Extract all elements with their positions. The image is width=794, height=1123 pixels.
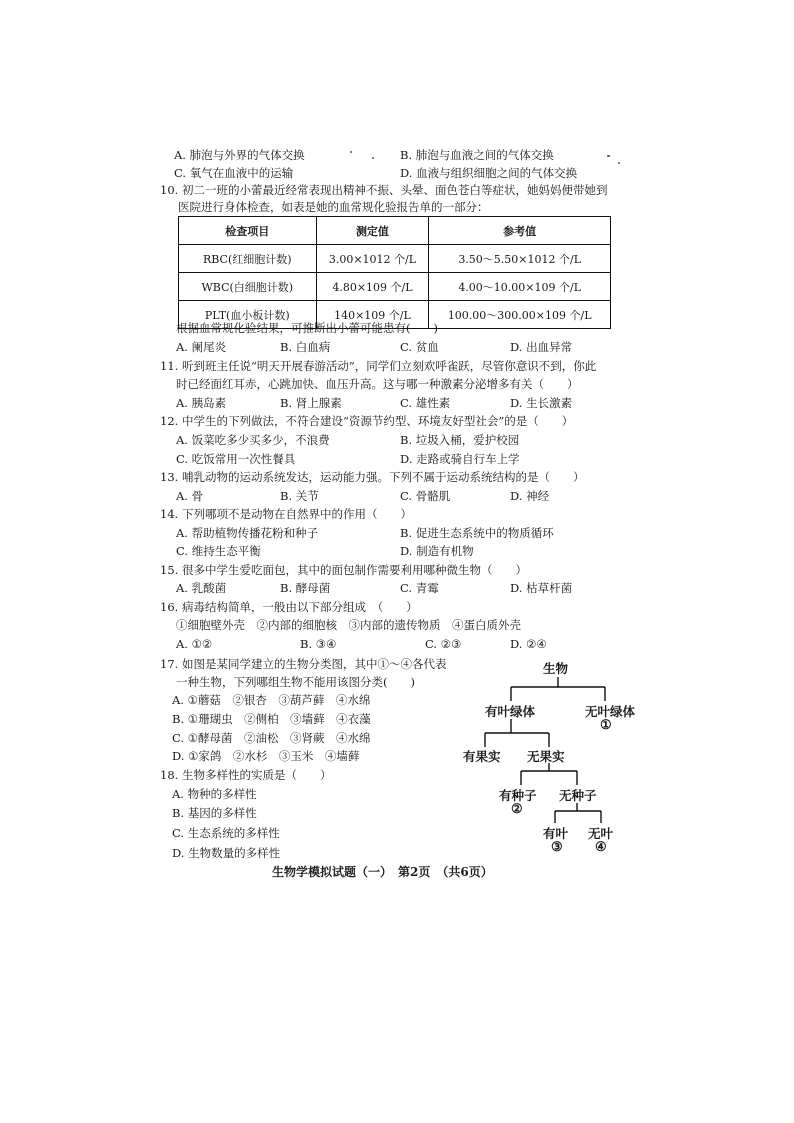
q10-stem-line2: 医院进行身体检查，如表是她的血常规化验报告单的一部分：	[178, 200, 489, 214]
tree-label-3: ③	[551, 840, 563, 855]
table-header: 检查项目	[179, 217, 317, 245]
tree-node-leaf: 有叶	[543, 826, 569, 841]
q17-option-d: D. ①家鸽 ②水杉 ③玉米 ④墙藓	[172, 749, 360, 763]
q18-option-a: A. 物种的多样性	[172, 787, 257, 801]
q17-stem-line2: 一种生物，下列哪组生物不能用该图分类( )	[176, 675, 415, 689]
tree-label-2: ②	[511, 802, 523, 817]
q10-option-d: D. 出血异常	[510, 340, 573, 354]
scan-speck	[372, 157, 374, 159]
classification-tree	[455, 655, 655, 865]
tree-node-fruit: 有果实	[463, 749, 501, 764]
q18-option-c: C. 生态系统的多样性	[172, 826, 280, 840]
scan-speck	[607, 155, 610, 157]
tree-node-no-leaf: 无叶	[588, 826, 614, 841]
q14-option-a: A. 帮助植物传播花粉和种子	[176, 526, 319, 540]
q12-option-d: D. 走路或骑自行车上学	[400, 452, 520, 466]
q10-after-table: 根据血常规化验结果，可推断出小蕾可能患有( )	[176, 321, 438, 335]
q11-option-c: C. 雄性素	[400, 396, 451, 410]
q13-option-a: A. 骨	[176, 489, 204, 503]
q9-option-d: D. 血液与组织细胞之间的气体交换	[400, 166, 578, 180]
tree-node-no-seed: 无种子	[559, 788, 597, 803]
q14-option-d: D. 制造有机物	[400, 544, 474, 558]
q14-option-c: C. 维持生态平衡	[176, 544, 261, 558]
q13-option-b: B. 关节	[280, 489, 319, 503]
table-row	[179, 245, 611, 273]
q10-stem-line1: 10. 初二一班的小蕾最近经常表现出精神不振、头晕、面色苍白等症状，她妈妈便带她到	[160, 183, 608, 197]
q16-parts: ①细胞壁外壳 ②内部的细胞核 ③内部的遗传物质 ④蛋白质外壳	[176, 618, 521, 632]
table-cell: 3.50～5.50×1012 个/L	[429, 245, 611, 273]
table-cell: 4.80×109 个/L	[316, 273, 429, 301]
q10-option-a: A. 阑尾炎	[176, 340, 227, 354]
q18-option-b: B. 基因的多样性	[172, 806, 257, 820]
tree-node-no-chloroplast: 无叶绿体	[585, 704, 636, 719]
q11-option-a: A. 胰岛素	[176, 396, 227, 410]
q11-option-d: D. 生长激素	[510, 396, 573, 410]
q13-stem: 13. 哺乳动物的运动系统发达，运动能力强。下列不属于运动系统结构的是（ ）	[160, 470, 585, 484]
table-cell: RBC(红细胞计数)	[179, 245, 317, 273]
q12-option-b: B. 垃圾入桶，爱护校园	[400, 433, 520, 447]
table-row	[179, 273, 611, 301]
scan-speck	[618, 162, 620, 164]
q17-option-b: B. ①珊瑚虫 ②侧柏 ③墙藓 ④衣藻	[172, 712, 371, 726]
table-cell: 100.00～300.00×109 个/L	[429, 301, 611, 329]
q15-stem: 15. 很多中学生爱吃面包，其中的面包制作需要利用哪种微生物（ ）	[160, 563, 527, 577]
q14-option-b: B. 促进生态系统中的物质循环	[400, 526, 554, 540]
q17-option-a: A. ①蘑菇 ②银杏 ③葫芦藓 ④水绵	[172, 693, 371, 707]
table-cell: 140×109 个/L	[316, 301, 429, 329]
q16-stem: 16. 病毒结构简单，一般由以下部分组成 （ ）	[160, 600, 418, 614]
table-cell: 4.00～10.00×109 个/L	[429, 273, 611, 301]
q12-option-a: A. 饭菜吃多少买多少，不浪费	[176, 433, 330, 447]
q13-option-c: C. 骨骼肌	[400, 489, 451, 503]
table-header-row	[179, 217, 611, 245]
tree-node-no-fruit: 无果实	[527, 749, 565, 764]
q10-option-b: B. 白血病	[280, 340, 331, 354]
tree-root: 生物	[543, 661, 569, 676]
q9-option-b: B. 肺泡与血液之间的气体交换	[400, 148, 554, 162]
q16-option-b: B. ③④	[300, 637, 337, 651]
q15-option-b: B. 酵母菌	[280, 581, 331, 595]
table-cell: WBC(白细胞计数)	[179, 273, 317, 301]
tree-label-4: ④	[595, 840, 607, 855]
q18-stem: 18. 生物多样性的实质是（ ）	[160, 768, 332, 782]
table-cell: 3.00×1012 个/L	[316, 245, 429, 273]
q16-option-c: C. ②③	[425, 637, 462, 651]
q9-option-c: C. 氧气在血液中的运输	[174, 166, 294, 180]
tree-node-seed: 有种子	[499, 788, 537, 803]
table-header: 参考值	[429, 217, 611, 245]
tree-node-chloroplast: 有叶绿体	[485, 704, 536, 719]
tree-label-1: ①	[600, 718, 612, 733]
q13-option-d: D. 神经	[510, 489, 550, 503]
q15-option-a: A. 乳酸菌	[176, 581, 227, 595]
q10-option-c: C. 贫血	[400, 340, 439, 354]
q11-stem-line1: 11. 听到班主任说“明天开展春游活动”，同学们立刻欢呼雀跃，尽管你意识不到，你此	[160, 359, 597, 373]
q17-stem-line1: 17. 如图是某同学建立的生物分类图，其中①～④各代表	[160, 657, 447, 671]
q11-stem-line2: 时已经面红耳赤，心跳加快、血压升高。这与哪一种激素分泌增多有关（ ）	[176, 377, 579, 391]
q16-option-d: D. ②④	[510, 637, 547, 651]
q12-option-c: C. 吃饭常用一次性餐具	[176, 452, 296, 466]
q16-option-a: A. ①②	[176, 637, 213, 651]
page-footer: 生物学模拟试题（一） 第2页 （共6页）	[272, 865, 493, 879]
q17-option-c: C. ①酵母菌 ②油松 ③肾蕨 ④水绵	[172, 731, 371, 745]
q14-stem: 14. 下列哪项不是动物在自然界中的作用（ ）	[160, 507, 412, 521]
blood-test-table	[178, 216, 611, 329]
q12-stem: 12. 中学生的下列做法，不符合建设“资源节约型、环境友好型社会”的是（ ）	[160, 414, 574, 428]
q11-option-b: B. 肾上腺素	[280, 396, 342, 410]
scan-speck	[350, 151, 352, 153]
q15-option-c: C. 青霉	[400, 581, 439, 595]
q9-option-a: A. 肺泡与外界的气体交换	[174, 148, 305, 162]
q15-option-d: D. 枯草杆菌	[510, 581, 573, 595]
table-cell: PLT(血小板计数)	[179, 301, 317, 329]
q18-option-d: D. 生物数量的多样性	[172, 846, 281, 860]
table-header: 测定值	[316, 217, 429, 245]
